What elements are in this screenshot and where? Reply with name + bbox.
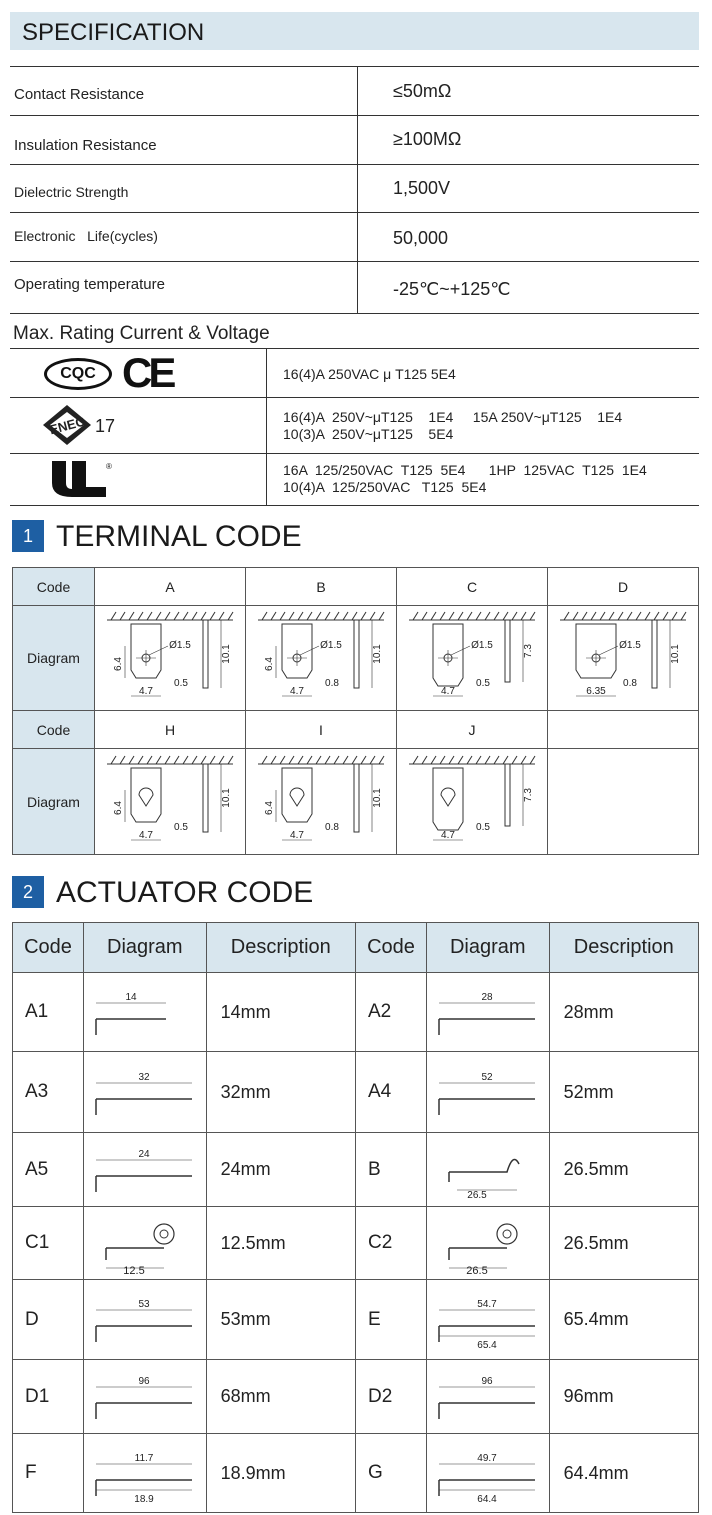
hatch-mark bbox=[422, 612, 427, 620]
section-name: ACTUATOR CODE bbox=[56, 876, 314, 909]
dimension-label: 18.9 bbox=[134, 1493, 154, 1505]
rating-title: Max. Rating Current & Voltage bbox=[13, 323, 270, 344]
actuator-diagram bbox=[426, 1133, 549, 1207]
actuator-diagram bbox=[83, 973, 206, 1052]
dimension-label: 49.7 bbox=[477, 1452, 497, 1464]
actuator-diagram bbox=[426, 1360, 549, 1434]
hatch-mark bbox=[262, 756, 267, 764]
divider bbox=[10, 313, 699, 314]
cqc-rating: 16(4)A 250VAC μ T125 5E4 bbox=[283, 366, 456, 382]
terminal-side bbox=[505, 620, 510, 682]
hatch-mark bbox=[485, 612, 490, 620]
actuator-diagram bbox=[426, 973, 549, 1052]
hatch-mark bbox=[343, 756, 348, 764]
hole-label: Ø1.5 bbox=[471, 640, 493, 651]
actuator-code: G bbox=[355, 1434, 426, 1513]
hatch-mark bbox=[449, 612, 454, 620]
actuator-description: 32mm bbox=[206, 1052, 355, 1133]
actuator-description: 28mm bbox=[549, 973, 698, 1052]
terminal-code: I bbox=[246, 711, 397, 749]
actuator-diagram bbox=[83, 1207, 206, 1280]
terminal-code: J bbox=[397, 711, 548, 749]
hatch-mark bbox=[485, 756, 490, 764]
actuator-diagram bbox=[426, 1434, 549, 1513]
terminal-diagram bbox=[397, 606, 548, 711]
hatch-mark bbox=[174, 756, 179, 764]
actuator-description: 68mm bbox=[206, 1360, 355, 1434]
actuator-description: 96mm bbox=[549, 1360, 698, 1434]
roller-axle bbox=[160, 1230, 168, 1238]
actuator-diagram bbox=[83, 1434, 206, 1513]
cqc-text: CQC bbox=[60, 365, 96, 382]
terminal-side bbox=[203, 764, 208, 832]
actuator-description: 65.4mm bbox=[549, 1280, 698, 1360]
actuator-code: C1 bbox=[13, 1207, 84, 1280]
hatch-mark bbox=[192, 612, 197, 620]
terminal-diagram bbox=[548, 606, 699, 711]
actuator-diagram bbox=[83, 1052, 206, 1133]
actuator-diagram bbox=[426, 1207, 549, 1280]
hatch-mark bbox=[129, 756, 134, 764]
hatch-mark bbox=[458, 756, 463, 764]
hatch-mark bbox=[201, 756, 206, 764]
terminal-diagram bbox=[95, 749, 246, 855]
actuator-description: 14mm bbox=[206, 973, 355, 1052]
hatch-mark bbox=[325, 612, 330, 620]
divider bbox=[10, 164, 699, 165]
hatch-mark bbox=[530, 612, 535, 620]
hatch-mark bbox=[262, 612, 267, 620]
header-code: Code bbox=[13, 923, 84, 973]
svg-text:®: ® bbox=[106, 462, 112, 471]
hole-label: Ø1.5 bbox=[619, 640, 641, 651]
leader-line bbox=[149, 646, 168, 655]
dimension-label: 53 bbox=[138, 1298, 150, 1310]
actuator-row bbox=[13, 1052, 699, 1133]
terminal-code: H bbox=[95, 711, 246, 749]
divider bbox=[10, 66, 699, 67]
hatch-mark bbox=[280, 612, 285, 620]
hatch-mark bbox=[440, 756, 445, 764]
terminal-code bbox=[548, 711, 699, 749]
hatch-mark bbox=[512, 756, 517, 764]
thickness-label: 0.5 bbox=[174, 821, 188, 833]
hatch-mark bbox=[467, 612, 472, 620]
terminal-side bbox=[354, 764, 359, 832]
hatch-mark bbox=[370, 756, 375, 764]
hatch-mark bbox=[352, 612, 357, 620]
actuator-diagram bbox=[83, 1280, 206, 1360]
hatch-mark bbox=[512, 612, 517, 620]
hatch-mark bbox=[120, 612, 125, 620]
spec-header bbox=[10, 12, 699, 50]
hatch-mark bbox=[521, 612, 526, 620]
hatch-mark bbox=[591, 612, 596, 620]
hatch-mark bbox=[334, 756, 339, 764]
hatch-mark bbox=[343, 612, 348, 620]
hatch-mark bbox=[582, 612, 587, 620]
width-label: 6.35 bbox=[586, 686, 606, 697]
terminal-code: A bbox=[95, 568, 246, 606]
actuator-code: C2 bbox=[355, 1207, 426, 1280]
hatch-mark bbox=[219, 756, 224, 764]
hatch-mark bbox=[120, 756, 125, 764]
leader-line bbox=[599, 646, 618, 655]
actuator-row bbox=[13, 973, 699, 1052]
terminal-code: C bbox=[397, 568, 548, 606]
spec-value: -25℃~+125℃ bbox=[393, 279, 511, 299]
hatch-mark bbox=[201, 612, 206, 620]
hatch-mark bbox=[174, 612, 179, 620]
thickness-label: 0.5 bbox=[476, 678, 490, 689]
section-name: TERMINAL CODE bbox=[56, 520, 302, 553]
divider bbox=[10, 261, 699, 262]
leader-line bbox=[300, 646, 319, 655]
section-number: 2 bbox=[12, 876, 44, 908]
hatch-mark bbox=[503, 756, 508, 764]
dimension-label: 11.7 bbox=[134, 1452, 154, 1464]
length-label: 10.1 bbox=[221, 787, 232, 808]
hatch-mark bbox=[111, 756, 116, 764]
dimension-label: 28 bbox=[481, 991, 493, 1003]
spec-title: SPECIFICATION bbox=[22, 19, 205, 46]
divider bbox=[357, 66, 358, 313]
width-label: 4.7 bbox=[139, 686, 153, 697]
spec-value: 50,000 bbox=[393, 228, 449, 248]
actuator-code: D2 bbox=[355, 1360, 426, 1434]
hole-label: Ø1.5 bbox=[169, 640, 191, 651]
hatch-mark bbox=[476, 756, 481, 764]
hatch-mark bbox=[156, 612, 161, 620]
actuator-diagram bbox=[426, 1052, 549, 1133]
hatch-mark bbox=[645, 612, 650, 620]
actuator-description: 24mm bbox=[206, 1133, 355, 1207]
terminal-table bbox=[12, 567, 699, 855]
actuator-code: A1 bbox=[13, 973, 84, 1052]
hatch-mark bbox=[494, 756, 499, 764]
hatch-mark bbox=[449, 756, 454, 764]
terminal-diagram bbox=[95, 606, 246, 711]
terminal-diagram bbox=[246, 606, 397, 711]
spec-label: Electronic Life(cycles) bbox=[14, 228, 158, 244]
height-label: 6.4 bbox=[264, 657, 275, 671]
section-number: 1 bbox=[12, 520, 44, 552]
length-label: 10.1 bbox=[372, 644, 383, 664]
hatch-mark bbox=[672, 612, 677, 620]
header-description: Description bbox=[549, 923, 698, 973]
terminal-side bbox=[505, 764, 510, 826]
actuator-code: D1 bbox=[13, 1360, 84, 1434]
hatch-mark bbox=[316, 612, 321, 620]
hatch-mark bbox=[289, 756, 294, 764]
hatch-mark bbox=[521, 756, 526, 764]
actuator-lever bbox=[449, 1159, 519, 1172]
hatch-mark bbox=[618, 612, 623, 620]
hatch-mark bbox=[379, 756, 384, 764]
hatch-mark bbox=[530, 756, 535, 764]
dimension-label: 52 bbox=[481, 1071, 493, 1083]
width-label: 4.7 bbox=[441, 686, 455, 697]
enec-text: ENEC bbox=[47, 413, 87, 438]
length-label: 10.1 bbox=[372, 787, 383, 808]
actuator-description: 53mm bbox=[206, 1280, 355, 1360]
dimension-label: 26.5 bbox=[467, 1189, 487, 1201]
height-label: 6.4 bbox=[113, 657, 124, 671]
hatch-mark bbox=[307, 756, 312, 764]
roller bbox=[497, 1224, 517, 1244]
actuator-code: E bbox=[355, 1280, 426, 1360]
divider bbox=[10, 348, 699, 349]
actuator-code: A5 bbox=[13, 1133, 84, 1207]
hatch-mark bbox=[316, 756, 321, 764]
actuator-code: F bbox=[13, 1434, 84, 1513]
hatch-mark bbox=[573, 612, 578, 620]
dimension-label: 14 bbox=[125, 991, 137, 1003]
hatch-mark bbox=[467, 756, 472, 764]
actuator-row bbox=[13, 1207, 699, 1280]
thickness-label: 0.8 bbox=[623, 678, 637, 689]
terminal-blade bbox=[131, 768, 161, 822]
actuator-row bbox=[13, 1133, 699, 1207]
hatch-mark bbox=[361, 756, 366, 764]
hatch-mark bbox=[663, 612, 668, 620]
roller-axle bbox=[503, 1230, 511, 1238]
leader-line bbox=[451, 646, 470, 655]
terminal-code: D bbox=[548, 568, 699, 606]
hole-label: Ø1.5 bbox=[320, 640, 342, 651]
terminal-hole bbox=[441, 788, 455, 806]
terminal-side bbox=[354, 620, 359, 688]
hatch-mark bbox=[609, 612, 614, 620]
spec-label: Operating temperature bbox=[14, 276, 165, 293]
terminal-hole bbox=[290, 788, 304, 806]
terminal-blade bbox=[433, 768, 463, 830]
hatch-mark bbox=[111, 612, 116, 620]
actuator-description: 26.5mm bbox=[549, 1133, 698, 1207]
actuator-diagram bbox=[426, 1280, 549, 1360]
length-label: 7.3 bbox=[523, 787, 534, 802]
actuator-description: 64.4mm bbox=[549, 1434, 698, 1513]
actuator-table bbox=[12, 922, 699, 1513]
hatch-mark bbox=[458, 612, 463, 620]
hatch-mark bbox=[210, 756, 215, 764]
actuator-code: A4 bbox=[355, 1052, 426, 1133]
hatch-mark bbox=[147, 612, 152, 620]
header-diagram: Diagram bbox=[83, 923, 206, 973]
hatch-mark bbox=[271, 612, 276, 620]
spec-value: ≤50mΩ bbox=[393, 81, 452, 101]
actuator-code: D bbox=[13, 1280, 84, 1360]
dimension-label: 96 bbox=[138, 1375, 150, 1387]
header-code: Code bbox=[355, 923, 426, 973]
actuator-description: 26.5mm bbox=[549, 1207, 698, 1280]
hatch-mark bbox=[654, 612, 659, 620]
hatch-mark bbox=[192, 756, 197, 764]
hatch-mark bbox=[271, 756, 276, 764]
actuator-row bbox=[13, 1280, 699, 1360]
thickness-label: 0.8 bbox=[325, 678, 339, 689]
divider bbox=[10, 115, 699, 116]
terminal-hole bbox=[139, 788, 153, 806]
enec-rating: 16(4)A 250V~μT125 1E4 15A 250V~μT125 1E4 10(3)A 250V~μT125 5E4 bbox=[283, 409, 623, 442]
hatch-mark bbox=[431, 756, 436, 764]
actuator-description: 52mm bbox=[549, 1052, 698, 1133]
hatch-mark bbox=[681, 612, 686, 620]
ul-text: UL bbox=[48, 459, 50, 460]
thickness-label: 0.5 bbox=[476, 821, 490, 833]
actuator-code: B bbox=[355, 1133, 426, 1207]
hatch-mark bbox=[503, 612, 508, 620]
hatch-mark bbox=[431, 612, 436, 620]
diagram-label: Diagram bbox=[13, 606, 95, 711]
hatch-mark bbox=[379, 612, 384, 620]
hatch-mark bbox=[129, 612, 134, 620]
hatch-mark bbox=[210, 612, 215, 620]
terminal-blade bbox=[282, 768, 312, 822]
hatch-mark bbox=[298, 756, 303, 764]
actuator-code: A3 bbox=[13, 1052, 84, 1133]
divider bbox=[10, 397, 699, 398]
spec-value: ≥100MΩ bbox=[393, 129, 462, 149]
hatch-mark bbox=[494, 612, 499, 620]
divider bbox=[266, 348, 267, 505]
dimension-label: 24 bbox=[138, 1148, 150, 1160]
thickness-label: 0.8 bbox=[325, 821, 339, 833]
hatch-mark bbox=[298, 612, 303, 620]
header-description: Description bbox=[206, 923, 355, 973]
actuator-row bbox=[13, 1360, 699, 1434]
actuator-diagram bbox=[83, 1133, 206, 1207]
hatch-mark bbox=[636, 612, 641, 620]
code-label: Code bbox=[13, 568, 95, 606]
spec-label: Dielectric Strength bbox=[14, 184, 129, 200]
hatch-mark bbox=[228, 756, 233, 764]
dimension-label: 65.4 bbox=[477, 1339, 497, 1351]
length-label: 10.1 bbox=[670, 644, 681, 664]
enec-number: 17 bbox=[95, 416, 116, 436]
code-label: Code bbox=[13, 711, 95, 749]
thickness-label: 0.5 bbox=[174, 678, 188, 689]
dimension-label: 96 bbox=[481, 1375, 493, 1387]
diagram-label: Diagram bbox=[13, 749, 95, 855]
hatch-mark bbox=[413, 612, 418, 620]
terminal-side bbox=[652, 620, 657, 688]
dimension-label: 12.5 bbox=[123, 1264, 145, 1277]
dimension-label: 32 bbox=[138, 1071, 150, 1083]
hatch-mark bbox=[370, 612, 375, 620]
terminal-code: B bbox=[246, 568, 397, 606]
terminal-diagram bbox=[548, 749, 699, 855]
actuator-code: A2 bbox=[355, 973, 426, 1052]
dimension-label: 26.5 bbox=[466, 1264, 488, 1277]
spec-value: 1,500V bbox=[393, 178, 451, 198]
hatch-mark bbox=[600, 612, 605, 620]
width-label: 4.7 bbox=[290, 686, 304, 697]
dimension-label: 64.4 bbox=[477, 1493, 497, 1505]
hatch-mark bbox=[361, 612, 366, 620]
width-label: 4.7 bbox=[290, 829, 304, 841]
hatch-mark bbox=[147, 756, 152, 764]
hatch-mark bbox=[422, 756, 427, 764]
divider bbox=[10, 505, 699, 506]
actuator-description: 18.9mm bbox=[206, 1434, 355, 1513]
ul-logo bbox=[48, 459, 112, 499]
terminal-side bbox=[203, 620, 208, 688]
spec-label: Contact Resistance bbox=[14, 86, 145, 103]
hatch-mark bbox=[476, 612, 481, 620]
hatch-mark bbox=[165, 612, 170, 620]
cqc-logo bbox=[44, 358, 112, 390]
hatch-mark bbox=[627, 612, 632, 620]
hatch-mark bbox=[138, 756, 143, 764]
hatch-mark bbox=[352, 756, 357, 764]
actuator-description: 12.5mm bbox=[206, 1207, 355, 1280]
hatch-mark bbox=[334, 612, 339, 620]
hatch-mark bbox=[440, 612, 445, 620]
hatch-mark bbox=[165, 756, 170, 764]
length-label: 7.3 bbox=[523, 644, 534, 658]
height-label: 6.4 bbox=[264, 800, 275, 815]
actuator-diagram bbox=[83, 1360, 206, 1434]
hatch-mark bbox=[307, 612, 312, 620]
hatch-mark bbox=[156, 756, 161, 764]
hatch-mark bbox=[564, 612, 569, 620]
hatch-mark bbox=[183, 612, 188, 620]
length-label: 10.1 bbox=[221, 644, 232, 664]
width-label: 4.7 bbox=[139, 829, 153, 841]
ul-rating: 16A 125/250VAC T125 5E4 1HP 125VAC T125 1E4 10(4)A 125/250VAC T125 5E4 bbox=[283, 462, 647, 495]
divider bbox=[10, 453, 699, 454]
width-label: 4.7 bbox=[441, 829, 455, 841]
ce-logo bbox=[122, 349, 172, 397]
hatch-mark bbox=[138, 612, 143, 620]
hatch-mark bbox=[183, 756, 188, 764]
terminal-diagram bbox=[246, 749, 397, 855]
height-label: 6.4 bbox=[113, 800, 124, 815]
enec-logo bbox=[42, 404, 92, 446]
hatch-mark bbox=[280, 756, 285, 764]
spec-label: Insulation Resistance bbox=[14, 137, 157, 154]
roller bbox=[154, 1224, 174, 1244]
hatch-mark bbox=[219, 612, 224, 620]
dimension-label: 54.7 bbox=[477, 1298, 497, 1310]
hatch-mark bbox=[228, 612, 233, 620]
hatch-mark bbox=[325, 756, 330, 764]
terminal-diagram bbox=[397, 749, 548, 855]
actuator-row bbox=[13, 1434, 699, 1513]
divider bbox=[10, 212, 699, 213]
ce-text: CE bbox=[122, 349, 173, 396]
header-diagram: Diagram bbox=[426, 923, 549, 973]
hatch-mark bbox=[289, 612, 294, 620]
hatch-mark bbox=[413, 756, 418, 764]
